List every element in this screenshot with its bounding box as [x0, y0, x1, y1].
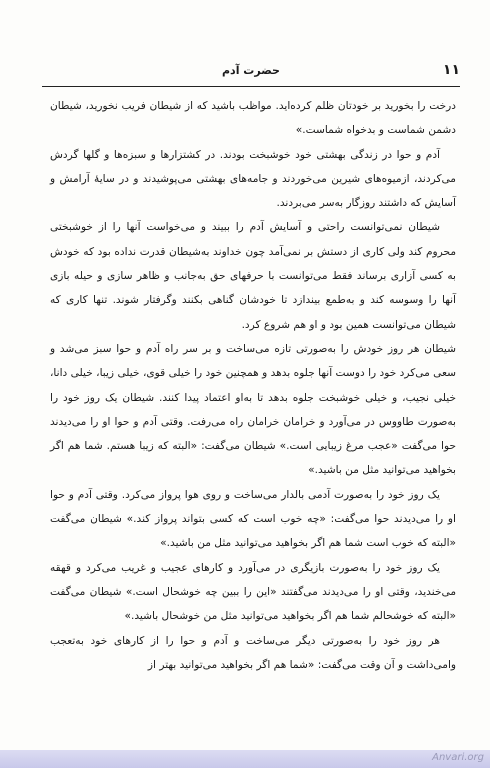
paragraph-6: یک روز خود را به‌صورت بازیگری در می‌آورد و کارهای عجیب و غریب می‌کرد و قهقه می‌خندید، وقتی او را می‌دیدند می‌گفتند «این را ببین چه خوشحال است.» شیطان می‌گفت «البته که خوشحالم شما هم اگر بخواهید می‌توانید مثل من خوشحال باشید.» [50, 561, 456, 623]
paragraph-1: درخت را بخورید بر خودتان ظلم کرده‌اید. مواظب باشید که از شیطان فریب نخورید، شیطان دشمن شماست و بدخواه شماست.» [50, 100, 456, 137]
paragraph-2: آدم و حوا در زندگی بهشتی خود خوشبخت بودند. در کشتزارها و سبزه‌ها و گلها گردش می‌کردند، ازمیوه‌های شیرین می‌خوردند و جامه‌های بهشتی می‌پوشیدند و در سایهٔ آرامش و آسایش که داشتند روزگار به‌سر می‌بردند. [50, 148, 456, 210]
paragraph-3: شیطان نمی‌توانست راحتی و آسایش آدم را ببیند و می‌خواست آنها را از خوشبختی محروم کند ولی کاری از دستش بر نمی‌آمد چون خداوند به‌شیطان قدرت نداده بود که خودش به کسی آزاری برساند فقط می‌توانست با حرفهای حق به‌جانب و ظاهر سازی و حیله بازی آنها را وسوسه کند و به‌طمع بیندازد تا خودشان گناهی بکنند وگرفتار شوند. تنها کاری که شیطان می‌توانست همین بود و او هم شروع کرد. [50, 221, 456, 331]
page-header [42, 62, 460, 84]
footer-bar [0, 750, 490, 768]
watermark-text: Anvari.org [432, 752, 484, 763]
running-title: حضرت آدم [222, 64, 280, 77]
paragraph-5: یک روز خود را به‌صورت آدمی بالدار می‌ساخت و روی هوا پرواز می‌کرد. وقتی آدم و حوا او را می‌دیدند حوا می‌گفت: «چه خوب است که کسی بتواند پرواز کند.» شیطان می‌گفت «البته که خوب است شما هم اگر بخواهید می‌توانید مثل من باشید.» [50, 488, 456, 550]
paragraph-7: هر روز خود را به‌صورتی دیگر می‌ساخت و آدم و حوا را از کارهای خود به‌تعجب وامی‌داشت و آن وقت می‌گفت: «شما هم اگر بخواهید می‌توانید بهتر از [50, 634, 456, 671]
header-divider [42, 86, 460, 87]
paragraph-4: شیطان هر روز خودش را به‌صورتی تازه می‌ساخت و بر سر راه آدم و حوا سبز می‌شد و سعی می‌کرد خود را دوست آنها جلوه بدهد و همچنین خود را خیلی قوی، خیلی زیبا، خیلی دانا، خیلی نجیب، و خیلی خوشبخت جلوه بدهد تا به‌او اعتماد پیدا کنند. شیطان یک روز خود را به‌صورت طاووس در می‌آورد و خرامان خرامان راه می‌رفت. وقتی آدم و حوا او را می‌دیدند حوا می‌گفت «عجب مرغ زیبایی است.» شیطان می‌گفت: «البته که زیبا هستم. شما هم اگر بخواهید می‌توانید مثل من باشید.» [50, 342, 456, 477]
page-number: ۱۱ [442, 62, 460, 78]
body-text [50, 94, 456, 677]
